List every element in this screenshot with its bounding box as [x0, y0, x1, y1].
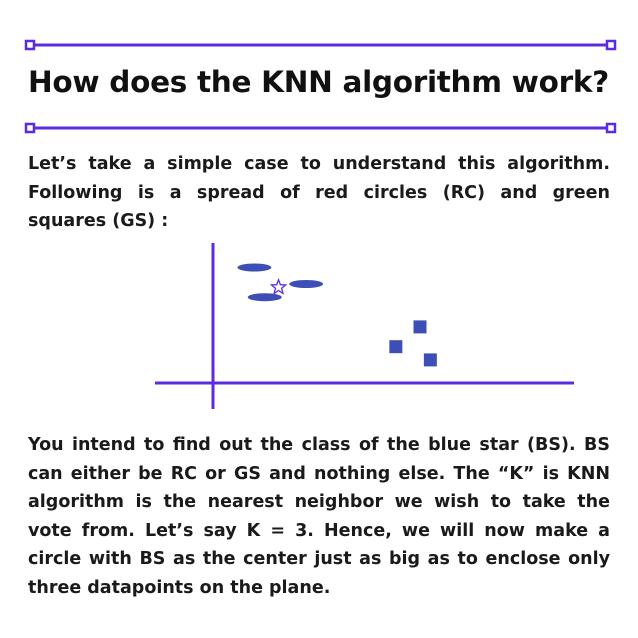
explanation-paragraph: You intend to find out the class of the blue star (BS). BS can either be RC or GS and nothing else. The “K” is KNN algorithm is the nearest neighbor we wish to take the vote from. Let’s say K = 3. Hence, we will now make a circle with BS as the center just as big as to enclose only three datapoints on the plane. [28, 435, 610, 598]
square-point-1 [389, 340, 402, 353]
square-point-2 [414, 320, 427, 333]
page-title: How does the KNN algorithm work? [28, 65, 609, 99]
star-icon [271, 280, 285, 294]
circle-point-1 [237, 264, 271, 272]
circle-point-3 [289, 280, 323, 288]
square-point-3 [424, 353, 437, 366]
circle-point-2 [248, 293, 282, 301]
intro-paragraph: Let’s take a simple case to understand this algorithm. Following is a spread of red circles (RC) and green squares (GS) : [28, 154, 610, 231]
plot-marks [237, 264, 436, 367]
